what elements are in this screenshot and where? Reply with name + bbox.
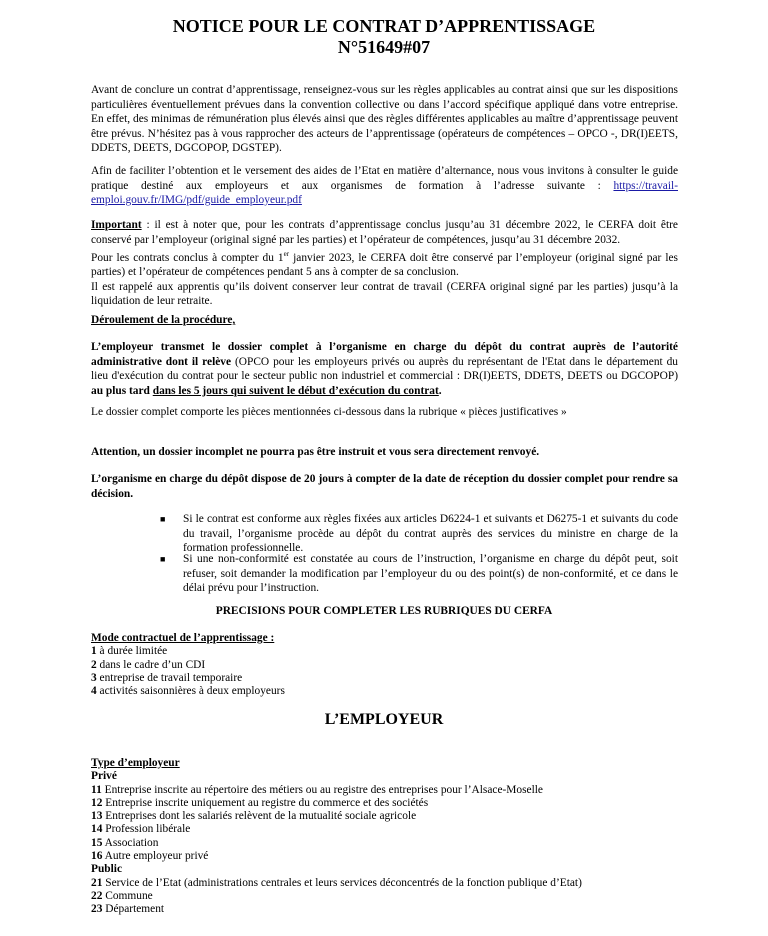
important-label: Important [91, 219, 142, 231]
precisions-heading: PRECISIONS POUR COMPLETER LES RUBRIQUES DU CERFA [215, 605, 553, 617]
procedure-p1-end: . [438, 384, 442, 397]
important-text-2b: janvier 2023, le CERFA doit être conservé par l’employeur (original signé par les parties) et l’opérateur de compétences pendant 5 ans à compter de sa conclusion. [91, 251, 678, 279]
bullet-item-2: Si une non-conformité est constatée au cours de l’instruction, l’organisme en charge du dépôt peut, soit refuser, soit demander la modification par l’employeur du ou des point(s) de non-conformité, et ce dans le délai prévu pour l’instruction. [183, 553, 678, 594]
employeur-heading: L’EMPLOYEUR [324, 711, 444, 728]
list-item: 12 Entreprise inscrite uniquement au registre du commerce et des sociétés [91, 796, 429, 809]
list-item: 13 Entreprises dont les salariés relèvent de la mutualité sociale agricole [91, 810, 417, 823]
bullet-square-icon: ■ [160, 514, 166, 524]
employer-type-heading: Type d’employeur [91, 757, 180, 769]
important-text-2a: Pour les contrats conclus à compter du 1 [91, 251, 284, 264]
procedure-warning: Attention, un dossier incomplet ne pourra pas être instruit et vous sera directement renvoyé. [91, 446, 540, 458]
bullet-square-icon: ■ [160, 554, 166, 564]
important-text-2-sup: er [283, 250, 290, 258]
prive-label: Privé [91, 770, 117, 783]
list-item: 1 à durée limitée [91, 645, 168, 658]
list-item: 4 activités saisonnières à deux employeurs [91, 685, 285, 698]
document-title [0, 16, 768, 58]
public-label: Public [91, 863, 123, 876]
intro-paragraph-2 [91, 164, 678, 208]
procedure-paragraph-2: Le dossier complet comporte les pièces mentionnées ci-dessous dans la rubrique « pièces justificatives » [91, 406, 567, 418]
list-item: 15 Association [91, 836, 159, 849]
list-item: 23 Département [91, 903, 165, 916]
list-item: 21 Service de l’Etat (administrations centrales et leurs services déconcentrés de la fonction publique d’Etat) [91, 876, 582, 889]
list-item: 3 entreprise de travail temporaire [91, 671, 243, 684]
mode-list [91, 632, 691, 698]
list-item: 16 Autre employeur privé [91, 850, 209, 863]
procedure-p1-bold2: au plus tard [91, 384, 153, 397]
important-paragraph [91, 218, 678, 309]
title-line-2: N°51649#07 [337, 37, 431, 57]
intro-paragraph-1: Avant de conclure un contrat d’apprentissage, renseignez-vous sur les règles applicables au contrat ainsi que sur les dispositions particulières éventuellement prévues dans la convention collective ou dans l’accord spécifique appliqué dans votre entreprise. En effet, des minimas de rémunération plus élevés ainsi que des règles différentes applicables au maître d’apprentissage peuvent être prévus. N’hésitez pas à vous rapprocher des acteurs de l’apprentissage (opérateurs de compétences – OPCO -, DR(I)EETS, DDETS, DEETS, DGCOPOP, DGSTEP). [91, 84, 678, 154]
procedure-heading: Déroulement de la procédure, [91, 314, 236, 326]
list-item: 22 Commune [91, 889, 153, 902]
guide-employeur-link[interactable]: https://travail-emploi.gouv.fr/IMG/pdf/guide_employeur.pdf [91, 179, 678, 206]
procedure-paragraph-1 [91, 340, 678, 398]
list-item: 11 Entreprise inscrite au répertoire des métiers ou au registre des entreprises pour l’Alsace-Moselle [91, 783, 543, 796]
intro-paragraph-2-text: Afin de faciliter l’obtention et le versement des aides de l’Etat en matière d’alternance, nous vous invitons à consulter le guide pratique destiné aux employeurs et aux organismes de formation à l’adresse suivante : [91, 165, 678, 192]
procedure-delay: L’organisme en charge du dépôt dispose de 20 jours à compter de la date de réception du dossier complet pour rendre sa décision. [91, 473, 678, 500]
important-text-3: Il est rappelé aux apprentis qu’ils doivent conserver leur contrat de travail (CERFA original signé par les parties) jusqu’à la liquidation de leur retraite. [91, 280, 678, 308]
important-text-1: : il est à noter que, pour les contrats d’apprentissage conclus jusqu’au 31 décembre 2022, le CERFA doit être conservé par l’employeur (original signé par les parties) et l’opérateur de compétences, jusqu’au 31 décembre 2032. [91, 219, 678, 246]
list-item: 14 Profession libérale [91, 823, 191, 836]
bullet-item-1: Si le contrat est conforme aux règles fixées aux articles D6224-1 et suivants et D6275-1 et suivants du code du travail, l’organisme procède au dépôt du contrat auprès des services du ministre en charge de la formation professionnelle. [183, 513, 678, 554]
procedure-p1-bold: L’employeur transmet le dossier complet à l’organisme en charge du dépôt du contrat auprès de l’autorité administrative dont il relève [91, 341, 678, 368]
procedure-p1-deadline: dans les 5 jours qui suivent le début d’exécution du contrat [152, 384, 439, 397]
list-item: 2 dans le cadre d’un CDI [91, 658, 206, 671]
employer-type-list [91, 757, 691, 917]
procedure-p1-normal: (OPCO pour les employeurs privés ou auprès du représentant de l'Etat dans le département du lieu d'exécution du contrat pour le secteur public non industriel et commercial : DR(I)EETS, DDETS, DEETS ou DGCOPOP) [91, 355, 678, 382]
title-line-1: NOTICE POUR LE CONTRAT D’APPRENTISSAGE [172, 16, 596, 36]
mode-heading: Mode contractuel de l’apprentissage : [91, 632, 275, 644]
